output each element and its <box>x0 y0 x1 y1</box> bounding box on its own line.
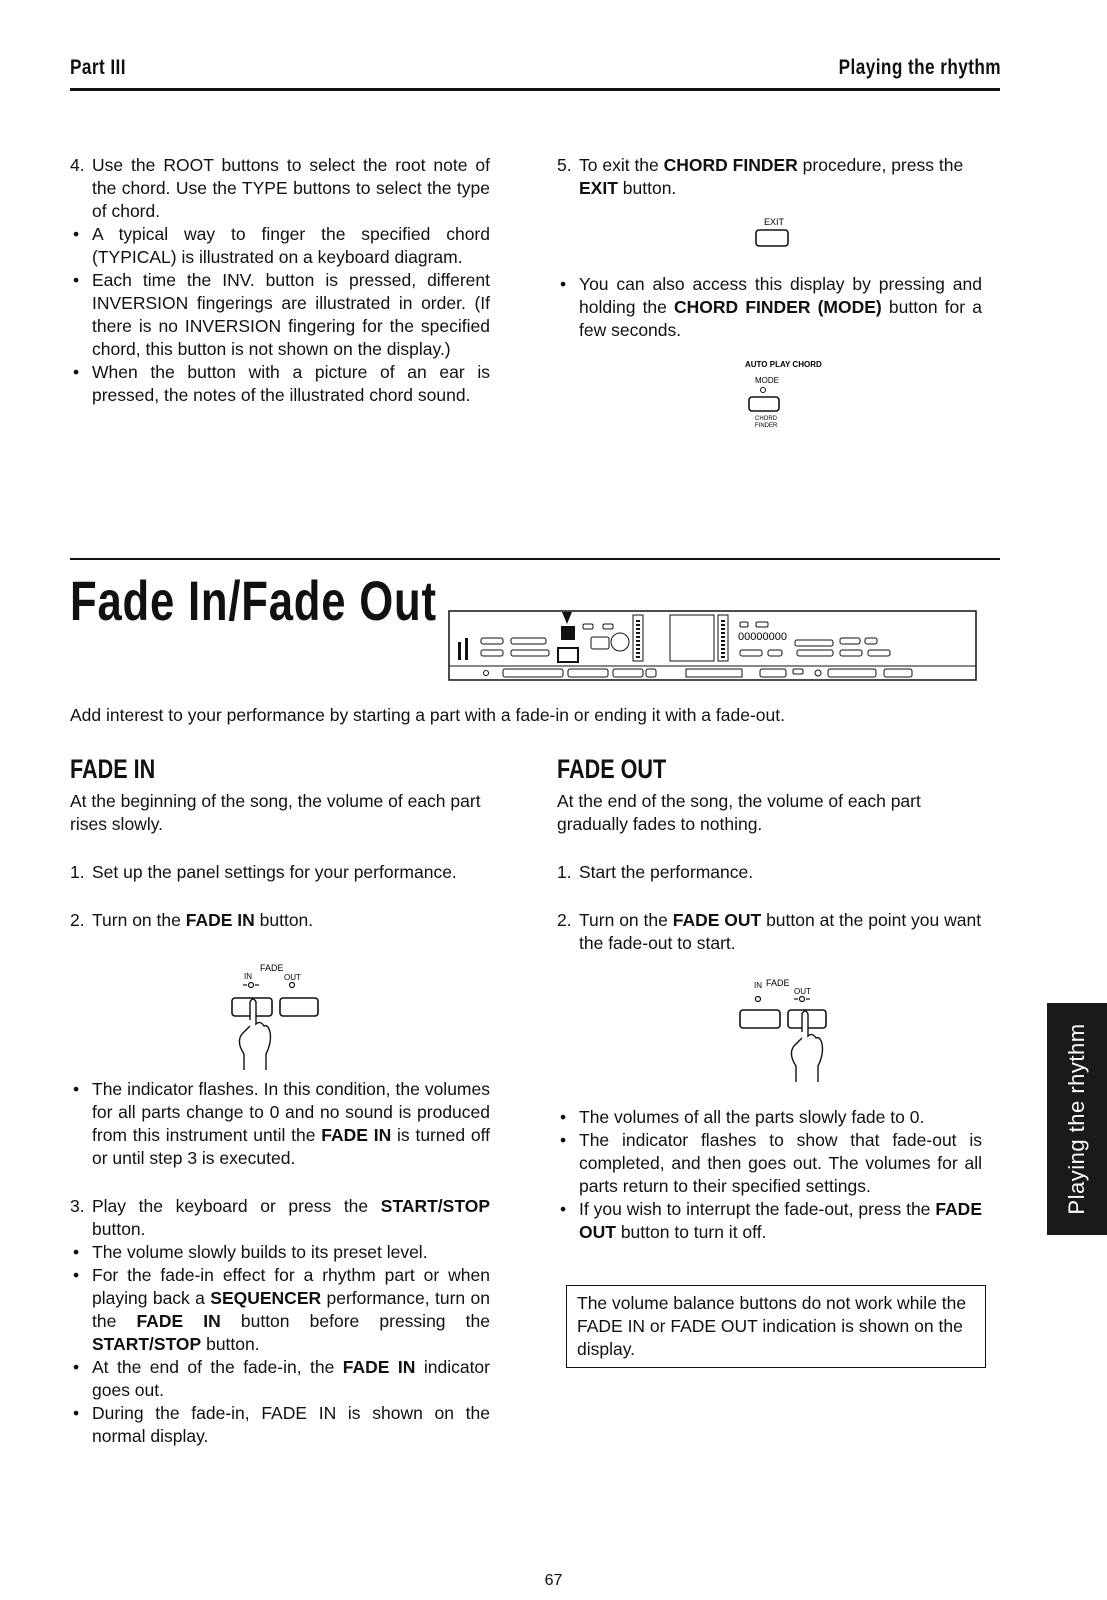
bullet-typical: • A typical way to finger the specified chord (TYPICAL) is illustrated on a keyboard diagram. <box>70 223 490 269</box>
chord-finder-mode-button-diagram <box>745 358 845 430</box>
fade-out-heading: FADE OUT <box>557 754 667 784</box>
chord-label: CHORD <box>755 416 777 422</box>
fade-in-column-upper <box>70 790 490 932</box>
fade-in-button-diagram <box>220 962 330 1074</box>
fade-in-step-3: 3. Play the keyboard or press the START/STOP button. <box>70 1196 490 1239</box>
section-title: Fade In/Fade Out <box>70 569 437 632</box>
finger-press-icon <box>239 999 270 1070</box>
fade-out-diag-fade-label: FADE <box>766 978 790 988</box>
fade-in-indicator-icon-2 <box>756 997 761 1002</box>
fade-in-step-2: 2. Turn on the FADE IN button. <box>70 910 314 930</box>
bullet-inversion: • Each time the INV. button is pressed, different INVERSION fingerings are illustrated in order. (If there is no INVERSION fingering for the specified chord, this button is not shown on the display.) <box>70 269 490 361</box>
fade-in-bullet-indicator: • The indicator flashes. In this condition, the volumes for all parts change to 0 and no sound is produced from this instrument until the FADE IN is turned off or until step 3 is executed. <box>70 1078 490 1170</box>
fade-out-indicator-icon <box>290 983 295 988</box>
side-tab-label: Playing the rhythm <box>1064 1023 1089 1215</box>
header-part: Part III <box>70 56 126 79</box>
finder-label: FINDER <box>755 423 778 429</box>
fade-out-column-upper <box>557 790 982 955</box>
mode-label: MODE <box>755 376 779 385</box>
bullet-ear: • When the button with a picture of an ear is pressed, the notes of the illustrated chord sound. <box>70 361 490 407</box>
chord-finder-right-column <box>557 154 982 200</box>
fade-out-indicator-icon-2 <box>800 997 805 1002</box>
fade-in-bullet-volume: • The volume slowly builds to its preset level. <box>70 1241 490 1264</box>
fade-out-step-1: 1. Start the performance. <box>557 862 754 882</box>
fade-in-diag-out-label: OUT <box>284 973 301 982</box>
header-section: Playing the rhythm <box>838 56 1001 79</box>
fade-out-bullet-interrupt: • If you wish to interrupt the fade-out, press the FADE OUT button to turn it off. <box>557 1198 982 1244</box>
panel-diagram <box>448 610 978 682</box>
chord-finder-button[interactable] <box>749 397 779 411</box>
panel-display-digits: 00000000 <box>738 631 787 643</box>
fade-in-diag-fade-label: FADE <box>260 963 284 973</box>
fade-in-button-2[interactable] <box>740 1010 780 1028</box>
mode-indicator-icon <box>761 388 766 393</box>
fade-intro: Add interest to your performance by starting a part with a fade-in or ending it with a fade-out. <box>70 705 785 725</box>
page-number: 67 <box>544 1572 563 1589</box>
exit-button-diagram <box>750 216 800 250</box>
section-divider <box>70 558 1000 560</box>
fade-out-column-lower <box>557 1106 982 1244</box>
auto-play-chord-label: AUTO PLAY CHORD <box>745 360 822 369</box>
fade-in-heading: FADE IN <box>70 754 156 784</box>
chord-finder-left-column <box>70 154 490 407</box>
fade-in-bullet-display: • During the fade-in, FADE IN is shown on the normal display. <box>70 1402 490 1448</box>
fade-out-button[interactable] <box>280 998 318 1016</box>
fade-out-desc: At the end of the song, the volume of each part gradually fades to nothing. <box>557 791 921 834</box>
finger-press-icon-2 <box>791 1011 822 1082</box>
fade-in-bullet-sequencer: • For the fade-in effect for a rhythm part or when playing back a SEQUENCER performance, turn on the FADE IN button before pressing the START/STOP button. <box>70 1264 490 1356</box>
fade-out-diag-in-label: IN <box>754 981 762 990</box>
fade-in-column-lower <box>70 1078 490 1448</box>
fade-in-step-1: 1. Set up the panel settings for your performance. <box>70 862 457 882</box>
note-box: The volume balance buttons do not work while the FADE IN or FADE OUT indication is shown on the display. <box>566 1285 986 1368</box>
fade-in-bullet-end: • At the end of the fade-in, the FADE IN indicator goes out. <box>70 1356 490 1402</box>
side-tab[interactable] <box>1047 1003 1107 1235</box>
exit-label: EXIT <box>764 217 785 227</box>
bullet-chord-finder-mode: • You can also access this display by pressing and holding the CHORD FINDER (MODE) button for a few seconds. <box>557 273 982 342</box>
fade-out-bullet-volumes: • The volumes of all the parts slowly fade to 0. <box>557 1106 982 1129</box>
fade-out-step-2: 2. Turn on the FADE OUT button at the point you want the fade-out to start. <box>557 910 982 953</box>
fade-in-desc: At the beginning of the song, the volume of each part rises slowly. <box>70 791 481 834</box>
fade-out-diag-out-label: OUT <box>794 987 811 996</box>
fade-in-diag-in-label: IN <box>244 972 252 981</box>
fade-in-indicator-icon <box>249 983 254 988</box>
step-4: 4. Use the ROOT buttons to select the root note of the chord. Use the TYPE buttons to select the type of chord. <box>70 155 490 221</box>
header-rule <box>70 88 1000 91</box>
fade-out-button-diagram <box>730 974 840 1086</box>
step-5: 5. To exit the CHORD FINDER procedure, press the EXIT button. <box>557 155 964 198</box>
fade-out-bullet-indicator: • The indicator flashes to show that fade-out is completed, and then goes out. The volumes for all parts return to their specified settings. <box>557 1129 982 1198</box>
exit-button[interactable] <box>756 230 788 246</box>
